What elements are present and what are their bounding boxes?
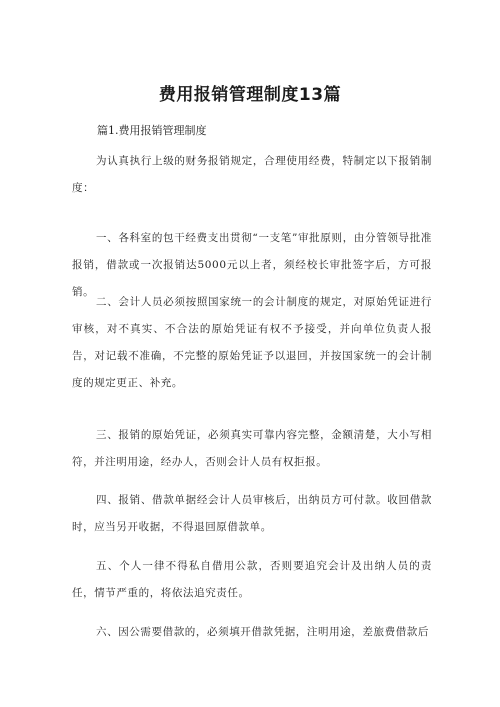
paragraph-3: 三、报销的原始凭证，必须真实可靠内容完整，金额清楚，大小写相符，并注明用途，经办人，否则会计人员有权拒报。 — [72, 429, 432, 468]
paragraph-5: 五、个人一律不得私自借用公款，否则要追究会计及出纳人员的责任，情节严重的，将依法追究责任。 — [72, 560, 432, 599]
paragraph-2: 二、会计人员必须按照国家统一的会计制度的规定，对原始凭证进行审核，对不真实、不合法的原始凭证有权不予接受，并向单位负责人报告，对记载不准确，不完整的原始凭证予以退回，并按国家统一的会计制度的规定更正、补充。 — [72, 296, 432, 389]
paragraph-intro: 为认真执行上级的财务报销规定，合理使用经费，特制定以下报销制度： — [72, 155, 432, 194]
paragraph-4: 四、报销、借款单据经会计人员审核后，出纳员方可付款。收回借款时，应当另开收据，不得退回原借款单。 — [72, 494, 432, 533]
document-title: 费用报销管理制度13篇 — [158, 85, 342, 105]
paragraph-1: 一、各科室的包干经费支出贯彻“一支笔”审批原则，由分管领导批准报销，借款或一次报销达5000元以上者，须经校长审批签字后，方可报销。 — [72, 232, 432, 298]
section-heading: 篇1.费用报销管理制度 — [97, 124, 207, 137]
paragraph-6: 六、因公需要借款的，必须填开借款凭据，注明用途，差旅费借款后 — [96, 626, 429, 638]
